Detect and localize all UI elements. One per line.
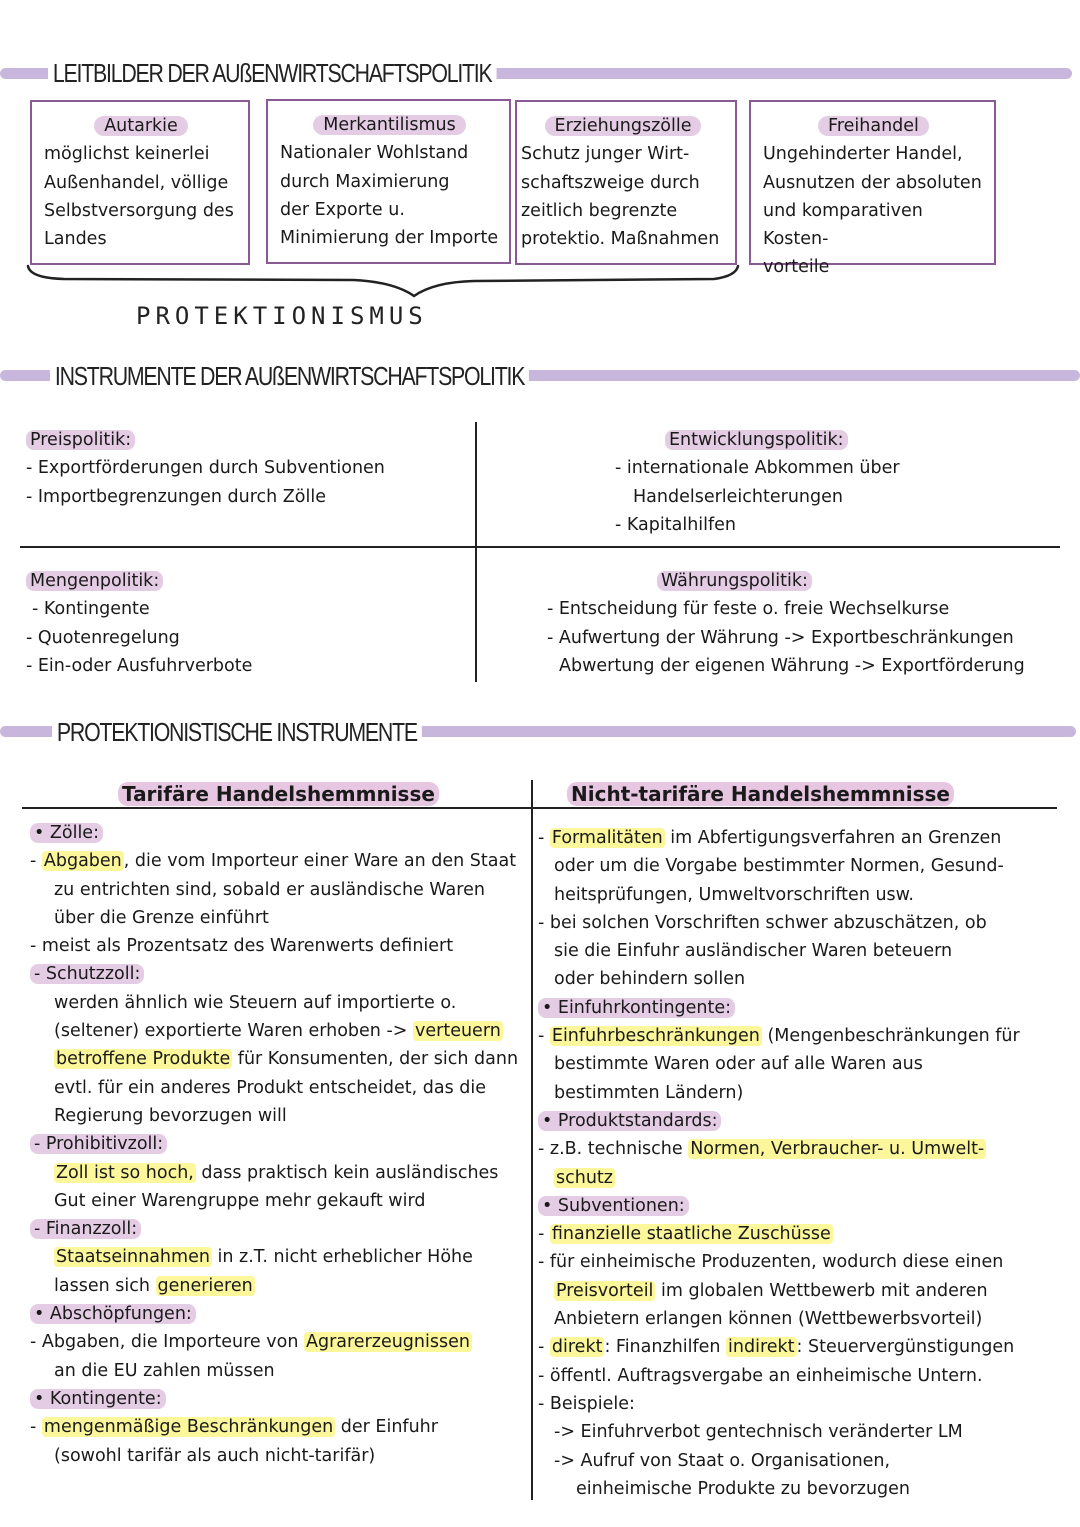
box-line: zeitlich begrenzte [521, 200, 678, 221]
abschoepfungen-heading: • Abschöpfungen: [30, 1304, 196, 1324]
text-fragment: - [538, 1337, 550, 1358]
text-line: (sowohl tarifär als auch nicht-tarifär) [54, 1445, 376, 1466]
text-fragment: (seltener) exportierte Waren erhoben -> [54, 1021, 414, 1042]
text-line: bestimmte Waren oder auf alle Waren aus [554, 1054, 923, 1075]
text-fragment: indirekt [728, 1337, 795, 1358]
text-line: - bei solchen Vorschriften schwer abzuschätzen, ob [538, 912, 987, 933]
text-fragment: schutz [556, 1167, 613, 1188]
zoelle-heading: • Zölle: [30, 823, 103, 843]
box-line: möglichst keinerlei [44, 144, 210, 165]
text-line [30, 1159, 530, 1187]
table-horizontal-line [22, 807, 1057, 809]
text-line: bestimmten Ländern) [554, 1082, 744, 1103]
text-line [538, 1022, 1068, 1050]
box-line: und komparativen Kosten- [763, 200, 923, 250]
text-line: Regierung bevorzugen will [54, 1105, 287, 1126]
text-line [30, 1272, 530, 1300]
box-line: der Exporte u. [280, 199, 405, 220]
text-fragment: - z.B. technische [538, 1139, 689, 1160]
list-item: - internationale Abkommen über [615, 458, 900, 479]
text-fragment: - [538, 828, 550, 848]
text-fragment: - [538, 1026, 550, 1047]
text-line [538, 1333, 1068, 1361]
text-line: evtl. für ein anderes Produkt entscheidet, das die [54, 1077, 487, 1098]
list-item: - Importbegrenzungen durch Zölle [26, 486, 326, 507]
box-line: Ausnutzen der absoluten [763, 172, 982, 193]
waehrungspolitik-block [547, 567, 1025, 680]
entwicklungspolitik-block [615, 426, 900, 539]
text-line: oder um die Vorgabe bestimmter Normen, Gesund- [554, 856, 1004, 877]
subventionen-heading: • Subventionen: [538, 1196, 689, 1216]
kontingente-heading: • Kontingente: [30, 1389, 166, 1409]
text-line [30, 1243, 530, 1271]
text-line: an die EU zahlen müssen [54, 1360, 275, 1381]
box-line: vorteile [763, 257, 830, 278]
text-fragment: im Abfertigungsverfahren an Grenzen [664, 828, 1002, 848]
text-fragment: betroffene Produkte [56, 1049, 231, 1070]
box-line: Schutz junger Wirt- [521, 144, 690, 165]
box-title: Freihandel [818, 116, 929, 136]
list-item: Abwertung der eigenen Währung -> Exportförderung [559, 655, 1025, 676]
mengenpolitik-block [26, 567, 252, 680]
text-fragment: der Einfuhr [335, 1417, 438, 1438]
list-item: - Quotenregelung [26, 627, 180, 648]
text-line [538, 824, 1068, 852]
box-line: Nationaler Wohlstand [280, 143, 469, 164]
preispolitik-title: Preispolitik: [26, 430, 135, 450]
prohibitivzoll-heading: - Prohibitivzoll: [30, 1134, 167, 1154]
text-line [538, 1220, 1068, 1248]
text-line: sie die Einfuhr ausländischer Waren beteuern [554, 941, 953, 962]
finanzzoll-heading: - Finanzzoll: [30, 1219, 141, 1239]
text-line: oder behindern sollen [554, 969, 746, 990]
text-line: werden ähnlich wie Steuern auf importierte o. [54, 992, 457, 1013]
box-line: Ungehinderter Handel, [763, 144, 963, 165]
grid-horizontal-line [20, 546, 1060, 548]
text-fragment: : Finanzhilfen [604, 1337, 727, 1358]
curly-brace-icon [24, 262, 744, 302]
text-fragment: für Konsumenten, der sich dann [232, 1049, 519, 1070]
left-column-header: Tarifäre Handelshemmnisse [118, 782, 439, 806]
einfuhrkontingente-heading: • Einfuhrkontingente: [538, 998, 735, 1018]
text-line: - öffentl. Auftragsvergabe an einheimische Untern. [538, 1365, 983, 1386]
tarifaere-column [30, 819, 530, 1470]
right-column-header: Nicht-tarifäre Handelshemmnisse [567, 782, 954, 806]
text-line: -> Aufruf von Staat o. Organisationen, [554, 1450, 891, 1471]
text-line [30, 1045, 530, 1073]
text-line: zu entrichten sind, sobald er ausländische Waren [54, 879, 485, 900]
schutzzoll-heading: - Schutzzoll: [30, 964, 144, 984]
text-fragment: dass praktisch kein ausländisches [195, 1162, 499, 1183]
text-line [30, 1328, 530, 1356]
produktstandards-heading: • Produktstandards: [538, 1111, 721, 1131]
text-fragment: Formalitäten [551, 828, 663, 848]
text-line [538, 1164, 1068, 1192]
text-fragment: , die vom Importeur einer Ware an den Staat [123, 851, 517, 872]
text-fragment: in z.T. nicht erheblicher Höhe [211, 1247, 473, 1268]
text-line: einheimische Produkte zu bevorzugen [576, 1478, 911, 1499]
list-item: - Kapitalhilfen [615, 514, 737, 535]
text-fragment: (Mengenbeschränkungen für [761, 1026, 1020, 1047]
section-title-leitbilder: LEITBILDER DER AUßENWIRTSCHAFTSPOLITIK [48, 58, 496, 89]
text-line: -> Einfuhrverbot gentechnisch veränderter LM [554, 1422, 963, 1443]
text-line: - Beispiele: [538, 1393, 635, 1414]
table-vertical-line [531, 780, 533, 1500]
box-line: durch Maximierung [280, 171, 450, 192]
text-fragment: Staatseinnahmen [56, 1247, 210, 1268]
text-fragment: Preisvorteil [556, 1280, 654, 1301]
text-line [30, 1017, 530, 1045]
text-fragment: finanzielle staatliche Zuschüsse [551, 1224, 831, 1245]
text-fragment: - [30, 1417, 42, 1438]
text-line: über die Grenze einführt [54, 907, 269, 928]
list-item: Handelserleichterungen [633, 486, 843, 507]
text-fragment: mengenmäßige Beschränkungen [43, 1417, 334, 1438]
list-item: - Exportförderungen durch Subventionen [26, 458, 385, 479]
list-item: - Entscheidung für feste o. freie Wechselkurse [547, 599, 950, 620]
text-fragment: - Abgaben, die Importeure von [30, 1332, 304, 1353]
preispolitik-block [26, 426, 385, 511]
text-line: Anbietern erlangen können (Wettbewerbsvorteil) [554, 1309, 983, 1330]
protektionismus-label: PROTEKTIONISMUS [136, 302, 428, 330]
text-fragment: Einfuhrbeschränkungen [551, 1026, 760, 1047]
text-line [30, 847, 530, 875]
text-fragment: Normen, Verbraucher- u. Umwelt- [690, 1139, 985, 1160]
box-erziehungszoelle [515, 100, 737, 265]
text-fragment: - [538, 1224, 550, 1245]
text-line: - meist als Prozentsatz des Warenwerts definiert [30, 936, 454, 957]
box-line: schaftszweige durch [521, 172, 700, 193]
text-line [538, 1277, 1068, 1305]
text-fragment: Agrarerzeugnissen [305, 1332, 470, 1353]
nicht-tarifaere-column [538, 824, 1068, 1503]
waehrungspolitik-title: Währungspolitik: [657, 571, 812, 591]
list-item: - Aufwertung der Währung -> Exportbeschränkungen [547, 627, 1014, 648]
section-title-instrumente: INSTRUMENTE DER AUßENWIRTSCHAFTSPOLITIK [50, 361, 529, 392]
box-line: Landes [44, 229, 107, 250]
text-fragment: Zoll ist so hoch, [56, 1162, 194, 1183]
box-line: Minimierung der Importe [280, 228, 499, 249]
grid-vertical-line [475, 422, 477, 682]
mengenpolitik-title: Mengenpolitik: [26, 571, 163, 591]
text-line: heitsprüfungen, Umweltvorschriften usw. [554, 884, 914, 905]
list-item: - Kontingente [32, 599, 150, 620]
text-fragment: Abgaben [43, 851, 122, 872]
box-line: Selbstversorgung des [44, 200, 234, 221]
box-line: protektio. Maßnahmen [521, 229, 720, 250]
box-autarkie [30, 100, 250, 265]
text-line [538, 1135, 1068, 1163]
text-line: Gut einer Warengruppe mehr gekauft wird [54, 1190, 426, 1211]
text-fragment: direkt [551, 1337, 603, 1358]
text-fragment: - [30, 851, 42, 872]
text-fragment: : Steuervergünstigungen [796, 1337, 1015, 1358]
text-fragment: im globalen Wettbewerb mit anderen [655, 1280, 988, 1301]
box-freihandel [749, 100, 996, 278]
entwicklungspolitik-title: Entwicklungspolitik: [665, 430, 848, 450]
text-fragment: verteuern [415, 1021, 501, 1042]
section-title-protektionistische: PROTEKTIONISTISCHE INSTRUMENTE [52, 717, 422, 748]
box-title: Erziehungszölle [545, 116, 702, 136]
text-fragment: generieren [157, 1275, 253, 1296]
box-line: Außenhandel, völlige [44, 172, 229, 193]
list-item: - Ein-oder Ausfuhrverbote [26, 655, 253, 676]
box-merkantilismus [266, 99, 511, 264]
text-fragment: lassen sich [54, 1275, 156, 1296]
text-line [30, 1413, 530, 1441]
box-title: Autarkie [94, 116, 188, 136]
box-title: Merkantilismus [313, 115, 466, 135]
text-line: - für einheimische Produzenten, wodurch diese einen [538, 1252, 1004, 1273]
